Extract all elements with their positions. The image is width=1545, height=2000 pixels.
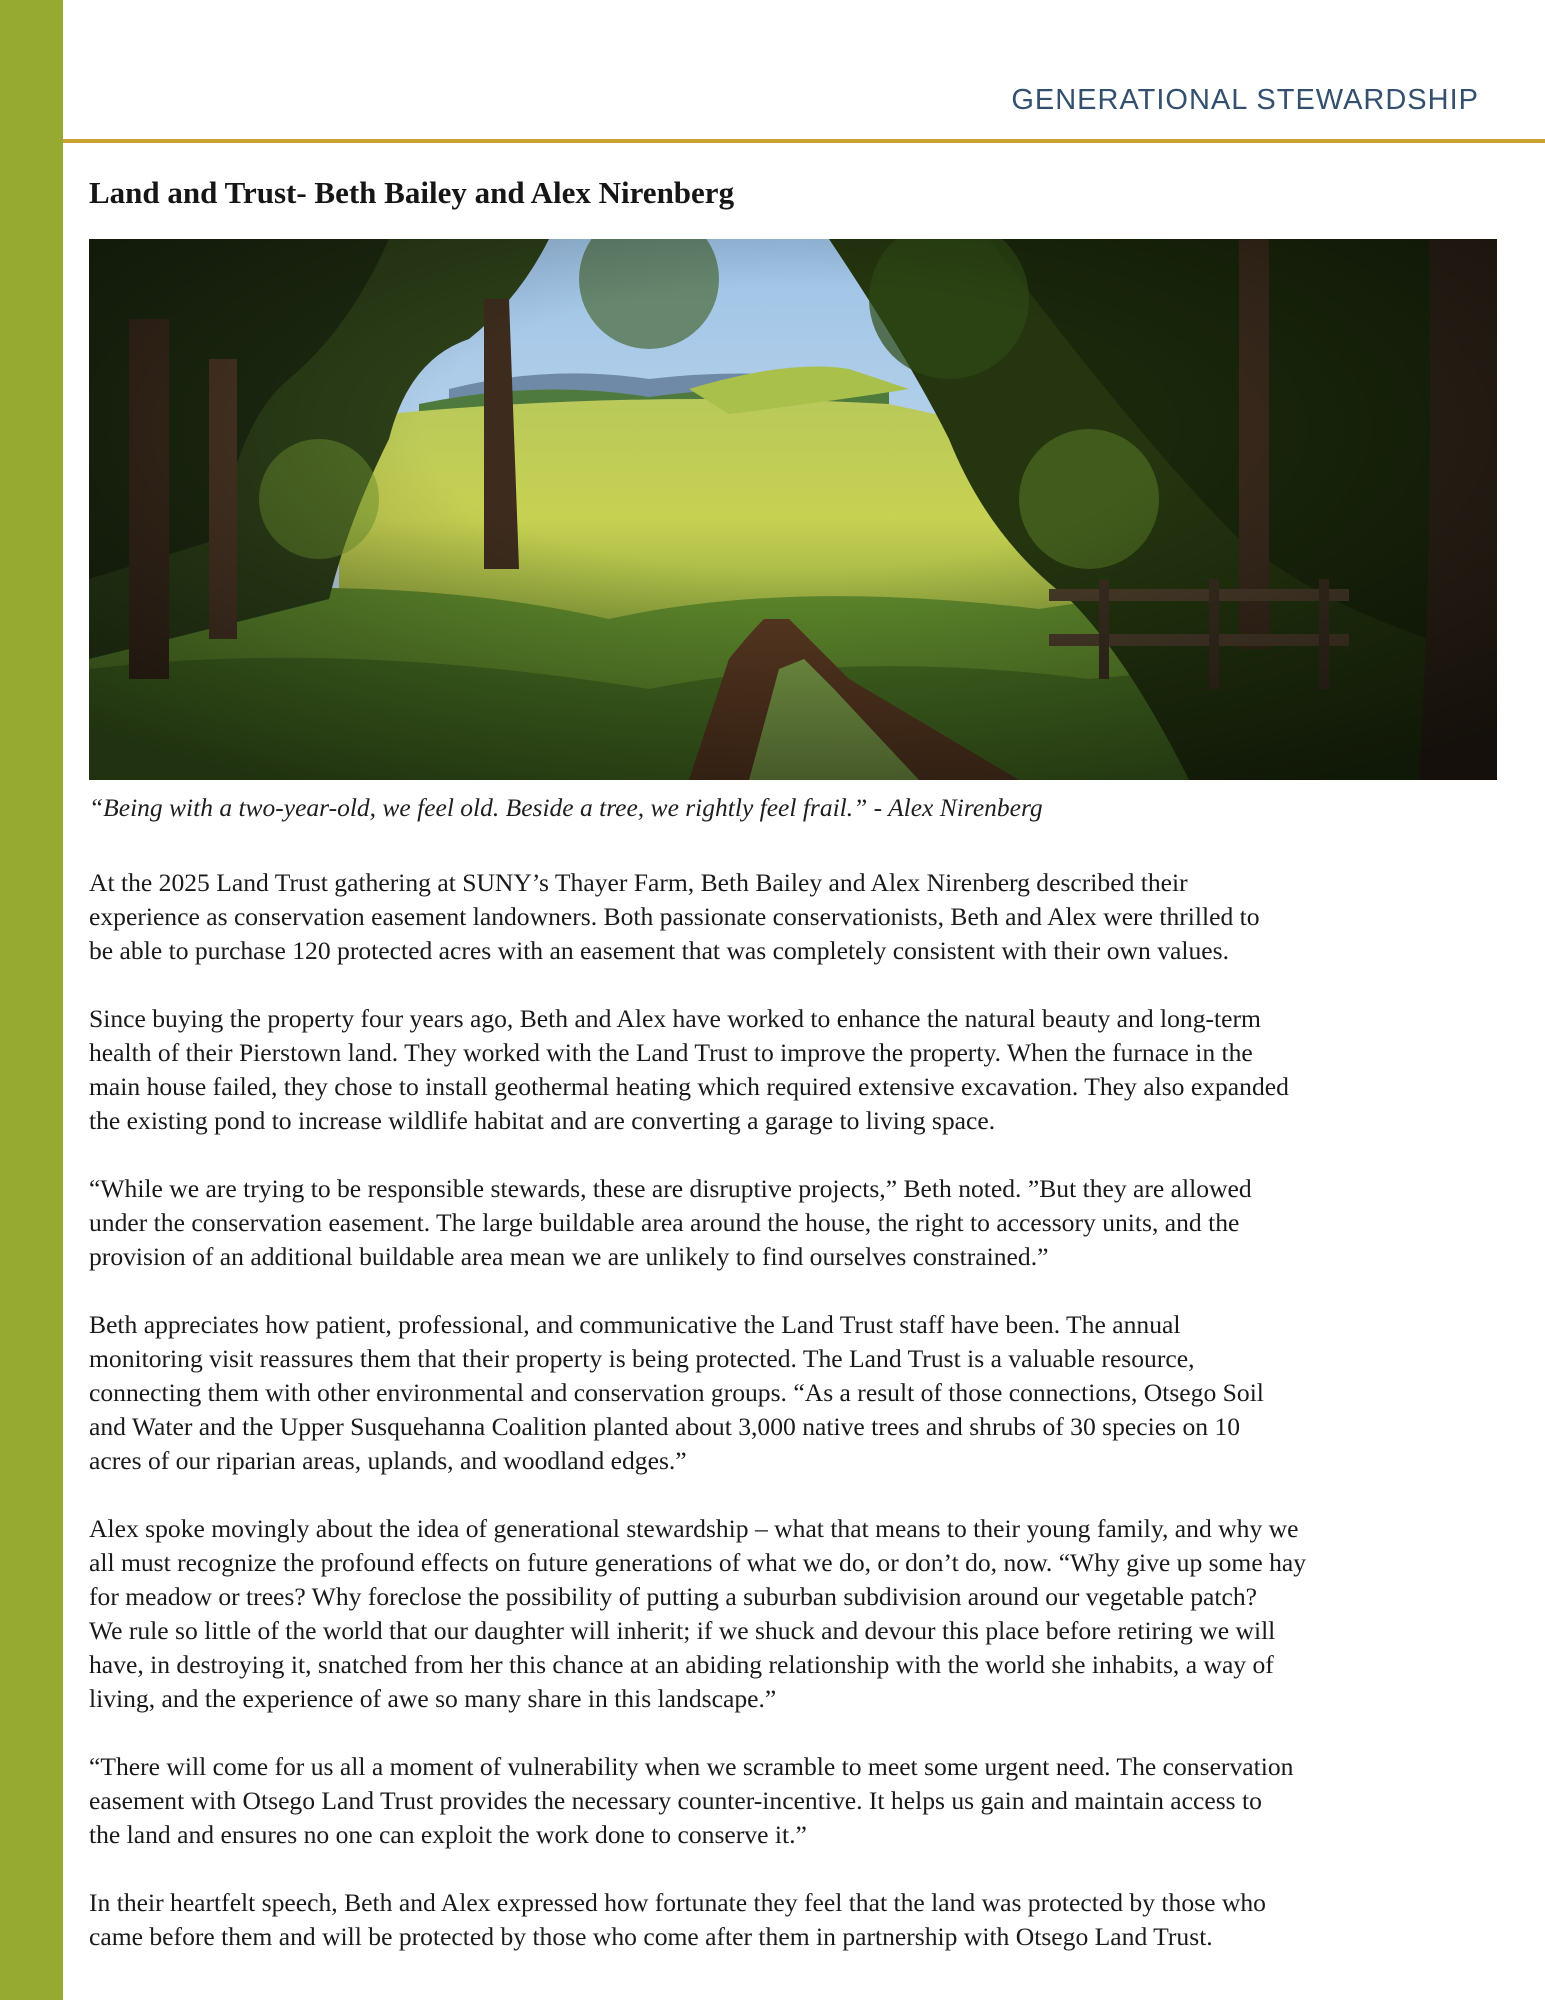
photo-caption: “Being with a two-year-old, we feel old. Beside a tree, we rightly feel frail.” - Alex Nirenberg: [89, 793, 1043, 822]
paragraph-closing: In their heartfelt speech, Beth and Alex expressed how fortunate they feel that the land was protected by those who came before them and will be protected by those who come after them in partnership with Otsego Land Trust.: [89, 1888, 1266, 1951]
paragraph-vulnerability: “There will come for us all a moment of vulnerability when we scramble to meet some urgent need. The conservation easement with Otsego Land Trust provides the necessary counter-incentive. It helps us gain and maintain access to the land and ensures no one can exploit the work done to conserve it.”: [89, 1752, 1294, 1849]
paragraph-property: Since buying the property four years ago, Beth and Alex have worked to enhance the natural beauty and long-term health of their Pierstown land. They worked with the Land Trust to improve the property. When the furnace in the main house failed, they chose to install geothermal heating which required extensive excavation. They also expanded the existing pond to increase wildlife habitat and are converting a garage to living space.: [89, 1004, 1289, 1135]
article-body: [89, 866, 1509, 1988]
paragraph-gathering: At the 2025 Land Trust gathering at SUNY’s Thayer Farm, Beth Bailey and Alex Nirenberg described their experience as conservation easement landowners. Both passionate conservationists, Beth and Alex were thrilled to be able to purchase 120 protected acres with an easement that was completely consistent with their own values.: [89, 868, 1260, 965]
paragraph-generational-stewardship: Alex spoke movingly about the idea of generational stewardship – what that means to their young family, and why we all must recognize the profound effects on future generations of what we do, or don’t do, now. “Why give up some hay for meadow or trees? Why foreclose the possibility of putting a suburban subdivision around our vegetable patch? We rule so little of the world that our daughter will inherit; if we shuck and devour this place before retiring we will have, in destroying it, snatched from her this chance at an abiding relationship with the world she inhabits, a way of living, and the experience of awe so many share in this landscape.”: [89, 1514, 1307, 1713]
section-label: GENERATIONAL STEWARDSHIP: [1011, 84, 1479, 116]
paragraph-land-trust-staff: Beth appreciates how patient, professional, and communicative the Land Trust staff have been. The annual monitoring visit reassures them that their property is being protected. The Land Trust is a valuable resource, connecting them with other environmental and conservation groups. “As a result of those connections, Otsego Soil and Water and the Upper Susquehanna Coalition planted about 3,000 native trees and shrubs of 30 species on 10 acres of our riparian areas, uplands, and woodland edges.”: [89, 1310, 1264, 1475]
wooded-path-to-meadow-photo: [89, 239, 1497, 780]
header-divider: [63, 139, 1545, 143]
green-sidebar: [0, 0, 63, 2000]
article-title: Land and Trust- Beth Bailey and Alex Nirenberg: [89, 175, 735, 210]
paragraph-disruptive-projects: “While we are trying to be responsible stewards, these are disruptive projects,” Beth noted. ”But they are allowed under the conservation easement. The large buildable area around the house, the right to accessory units, and the provision of an additional buildable area mean we are unlikely to find ourselves constrained.”: [89, 1174, 1252, 1271]
